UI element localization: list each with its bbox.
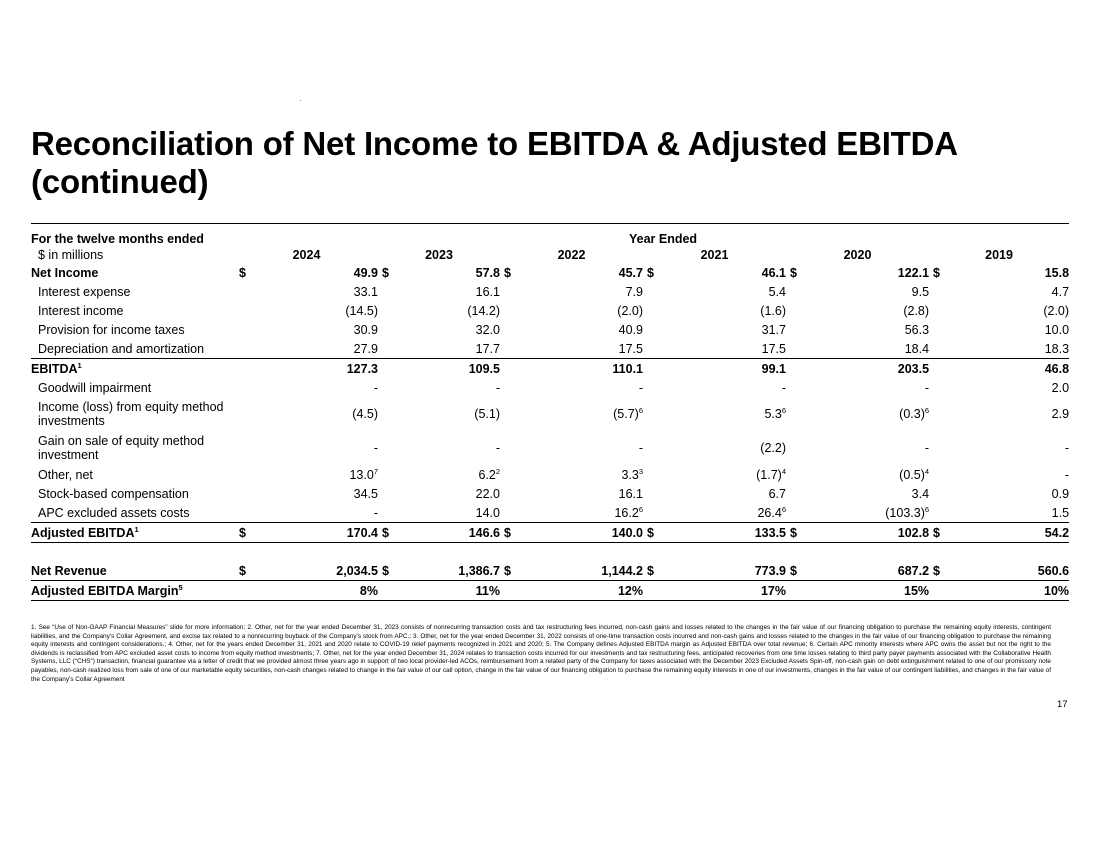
row-label: Interest income <box>38 303 124 318</box>
value-cell: 140.0 <box>520 523 643 543</box>
value-cell: 16.1 <box>475 284 500 299</box>
spacer-row <box>31 543 1069 562</box>
value-cell: 102.8 <box>806 523 929 543</box>
currency-symbol: $ <box>643 523 663 543</box>
row-provision-taxes <box>31 320 1069 339</box>
value-cell: 99.1 <box>761 361 786 376</box>
year-header-2023: 2023 <box>425 248 453 262</box>
page-title-line-1: Reconciliation of Net Income to EBITDA & Adjusted EBITDA <box>31 125 958 162</box>
page-title-line-2: (continued) <box>31 163 209 200</box>
page-title <box>31 125 1071 201</box>
footnote-ref: 6 <box>781 504 786 514</box>
value-cell: (5.1) <box>474 407 500 421</box>
row-label: Income (loss) from equity method investments <box>38 400 224 428</box>
page-number: 17 <box>1057 699 1068 710</box>
row-label: Provision for income taxes <box>38 322 185 337</box>
currency-symbol: $ <box>933 265 940 280</box>
value-cell: 31.7 <box>761 322 786 337</box>
row-label: Gain on sale of equity method investment <box>38 434 205 462</box>
row-label: Interest expense <box>38 284 131 299</box>
row-label: Other, net <box>38 467 93 482</box>
value-cell: - <box>781 380 786 395</box>
value-cell: - <box>638 441 643 455</box>
value-cell: (14.2) <box>467 303 500 318</box>
value-cell: 110.1 <box>612 361 643 376</box>
value-cell: - <box>255 503 378 523</box>
footnote-ref: 1 <box>77 360 82 370</box>
value-cell: 146.6 <box>398 523 500 543</box>
row-depreciation <box>31 339 1069 359</box>
currency-symbol: $ <box>235 561 255 581</box>
value-cell: 687.2 <box>806 561 929 581</box>
value-cell: 1,144.2 <box>520 561 643 581</box>
footnote-ref: 5 <box>178 582 183 592</box>
value-cell: - <box>1064 467 1070 482</box>
currency-symbol: $ <box>378 523 398 543</box>
currency-symbol: $ <box>235 523 255 543</box>
currency-symbol: $ <box>500 523 520 543</box>
value-cell: - <box>638 380 643 395</box>
value-cell: $5.3^6$ <box>764 406 786 421</box>
value-cell: 54.2 <box>949 523 1069 543</box>
value-cell: 17% <box>663 581 786 601</box>
value-cell: 14.0 <box>398 503 500 523</box>
footnote-ref: 4 <box>924 466 930 476</box>
currency-symbol: $ <box>786 523 806 543</box>
row-label: EBITDA$^1$ <box>31 360 82 376</box>
value-cell: 9.5 <box>911 284 930 299</box>
row-apc-excluded <box>31 503 1069 523</box>
year-header-2019: 2019 <box>985 248 1013 262</box>
value-cell: 15% <box>806 581 929 601</box>
value-cell: 4.7 <box>1051 284 1070 299</box>
value-cell: $(0.5)^4$ <box>899 466 930 482</box>
currency-symbol: $ <box>790 265 797 280</box>
currency-symbol: $ <box>382 265 389 280</box>
ebitda-reconciliation-table <box>31 231 1069 601</box>
value-cell: 0.9 <box>1051 486 1070 501</box>
value-cell: 170.4 <box>255 523 378 543</box>
value-cell: 11% <box>398 581 500 601</box>
row-label: Depreciation and amortization <box>31 339 235 359</box>
row-goodwill <box>31 378 1069 397</box>
year-header-2022: 2022 <box>557 248 586 262</box>
value-cell: (2.0) <box>617 303 643 318</box>
value-cell: 16.2$^6$ <box>520 503 643 523</box>
value-cell: 30.9 <box>353 322 378 337</box>
row-label: APC excluded assets costs <box>31 503 235 523</box>
row-interest-income <box>31 301 1069 320</box>
value-cell: 34.5 <box>353 486 378 501</box>
currency-symbol: $ <box>929 561 949 581</box>
value-cell: 17.7 <box>398 339 500 359</box>
value-cell: - <box>495 380 500 395</box>
year-ended-label: Year Ended <box>628 232 698 246</box>
currency-symbol: $ <box>786 561 806 581</box>
value-cell: 26.4$^6$ <box>663 503 786 523</box>
value-cell: 46.1 <box>761 265 786 280</box>
value-cell: 2.0 <box>1051 380 1070 395</box>
currency-symbol: $ <box>643 561 663 581</box>
value-cell: 2,034.5 <box>255 561 378 581</box>
currency-symbol: $ <box>239 265 246 280</box>
header-row-years <box>31 247 1069 263</box>
row-equity-method <box>31 397 1069 431</box>
footnote-ref: 6 <box>924 406 930 415</box>
footnote-ref: 2 <box>495 466 500 476</box>
value-cell: $(1.7)^4$ <box>756 466 786 482</box>
footnote-ref: 6 <box>638 504 643 514</box>
footnote-ref: 7 <box>373 466 378 476</box>
value-cell: 203.5 <box>897 361 930 376</box>
value-cell: 127.3 <box>346 361 378 376</box>
value-cell: 122.1 <box>897 265 930 280</box>
value-cell: 1.5 <box>949 503 1069 523</box>
row-stock-comp <box>31 484 1069 503</box>
value-cell: $(0.3)^6$ <box>899 406 930 421</box>
value-cell: - <box>924 441 930 455</box>
value-cell: 560.6 <box>949 561 1069 581</box>
year-header-2024: 2024 <box>292 248 321 262</box>
value-cell: - <box>1064 441 1070 455</box>
value-cell: - <box>924 380 930 395</box>
value-cell: 109.5 <box>468 361 500 376</box>
value-cell: (2.0) <box>1043 303 1070 318</box>
value-cell: 56.3 <box>904 322 930 337</box>
value-cell: 10.0 <box>1044 322 1070 337</box>
value-cell: 1,386.7 <box>398 561 500 581</box>
value-cell: 18.4 <box>806 339 929 359</box>
value-cell: 10% <box>949 581 1069 601</box>
footnote-ref: 3 <box>638 466 643 476</box>
value-cell: 15.8 <box>1044 265 1070 280</box>
year-header-2021: 2021 <box>700 248 729 262</box>
value-cell: (14.5) <box>345 303 378 318</box>
value-cell: $(103.3)^6$ <box>806 503 929 523</box>
value-cell: - <box>495 441 500 455</box>
value-cell: 46.8 <box>1044 361 1070 376</box>
value-cell: (2.8) <box>903 303 930 318</box>
year-header-2020: 2020 <box>843 248 872 262</box>
row-label: Adjusted EBITDA$^1$ <box>31 523 235 543</box>
value-cell: $6.2^2$ <box>478 466 500 482</box>
value-cell: 45.7 <box>618 265 643 280</box>
value-cell: 33.1 <box>353 284 378 299</box>
value-cell: 17.5 <box>520 339 643 359</box>
footnote-ref: 6 <box>638 406 643 415</box>
footnote-ref: 1 <box>134 524 139 534</box>
currency-symbol: $ <box>504 265 511 280</box>
value-cell: 12% <box>520 581 643 601</box>
units-label: $ in millions <box>38 248 104 262</box>
value-cell: 16.1 <box>618 486 643 501</box>
footnote-ref: 6 <box>781 406 786 415</box>
value-cell: $3.3^3$ <box>621 466 643 482</box>
row-other-net <box>31 465 1069 484</box>
row-ebitda <box>31 359 1069 379</box>
value-cell: 32.0 <box>475 322 500 337</box>
value-cell: 8% <box>255 581 378 601</box>
value-cell: 22.0 <box>475 486 500 501</box>
stray-dot <box>300 100 301 101</box>
value-cell: 17.5 <box>663 339 786 359</box>
value-cell: 2.9 <box>1051 407 1070 421</box>
row-net-revenue <box>31 561 1069 581</box>
period-label: For the twelve months ended <box>31 232 204 246</box>
value-cell: - <box>373 441 378 455</box>
value-cell: 133.5 <box>663 523 786 543</box>
currency-symbol: $ <box>929 523 949 543</box>
row-label: Stock-based compensation <box>38 486 189 501</box>
header-row-period <box>31 231 1069 247</box>
value-cell: (1.6) <box>760 303 786 318</box>
value-cell: 773.9 <box>663 561 786 581</box>
footnotes: 1. See “Use of Non-GAAP Financial Measures” slide for more information; 2. Other, net for the year ended December 31, 2023 consists of nonrecurring transaction costs and tax restructuring fees incurred, non-cash gains and losses related to the changes in the fair value of our financing obligation to purchase the remaining equity interests, contingent liabilities, and the Company’s Collar Agreement, and excise tax related to a nonrecurring buyback of the Company’s stock from APC.; 3. Other, net for the year ended December 31, 2022 consists of one-time transaction costs incurred and non-cash gains and losses related to the changes in the fair value of our financing obligation to purchase the remaining equity interests and contingent considerations.; 4. Other, net for the years ended December 31, 2021 and 2020 relate to COVID-19 relief payments recognized in 2021 and 2020; 5. The Company defines Adjusted EBITDA margin as Adjusted EBITDA over total revenue; 6. Certain APC minority interests where APC owns the asset but not the right to the dividends is reclassified from APC excluded asset costs to income from equity method investments; 7. Other, net for the year ended December 31, 2024 relates to transaction costs incurred for our investments and tax restructuring fees, anticipated recoveries from one time losses relating to third party payer payments associated with the Collaborative Health Systems, LLC (“CHS”) transaction, financial guarantee via a letter of credit that we provided almost three years ago in support of two local provider-led ACOs, reimbursement from a related party of the Company for taxes associated with the December 2023 Excluded Assets Spin-off, non-cash gain on debt extinguishment related to one of our promissory note payables, non-cash realized loss from sale of one of our marketable equity securities, non-cash changes related to change in the fair value of our call option, change in the fair value of our financing obligation to purchase the remaining equity interests in one of our investments, changes in the fair value of our contingent liabilities, and changes in the fair value of the Company’s Collar Agreement <box>31 624 1051 683</box>
value-cell: (2.2) <box>760 441 786 455</box>
value-cell: $(5.7)^6$ <box>613 406 643 421</box>
footnote-ref: 4 <box>781 466 786 476</box>
value-cell: 40.9 <box>618 322 643 337</box>
row-label: Adjusted EBITDA Margin$^5$ <box>31 581 235 601</box>
row-adjusted-margin <box>31 581 1069 601</box>
value-cell: 13.0$^7$ <box>349 466 378 482</box>
value-cell: (4.5) <box>352 407 378 421</box>
currency-symbol: $ <box>500 561 520 581</box>
value-cell: 57.8 <box>475 265 500 280</box>
row-gain-sale <box>31 431 1069 465</box>
currency-symbol: $ <box>647 265 654 280</box>
value-cell: 7.9 <box>625 284 643 299</box>
top-divider <box>31 223 1069 224</box>
currency-symbol: $ <box>378 561 398 581</box>
value-cell: 27.9 <box>255 339 378 359</box>
row-label: Net Revenue <box>31 561 235 581</box>
row-label: Goodwill impairment <box>38 380 152 395</box>
footnote-ref: 6 <box>924 504 930 514</box>
value-cell: 6.7 <box>768 486 786 501</box>
row-label: Net Income <box>31 265 99 280</box>
row-net-income <box>31 263 1069 282</box>
row-adjusted-ebitda <box>31 523 1069 543</box>
row-interest-expense <box>31 282 1069 301</box>
value-cell: 3.4 <box>911 486 930 501</box>
value-cell: 5.4 <box>768 284 786 299</box>
value-cell: - <box>373 380 378 395</box>
value-cell: 18.3 <box>949 339 1069 359</box>
value-cell: 49.9 <box>353 265 378 280</box>
